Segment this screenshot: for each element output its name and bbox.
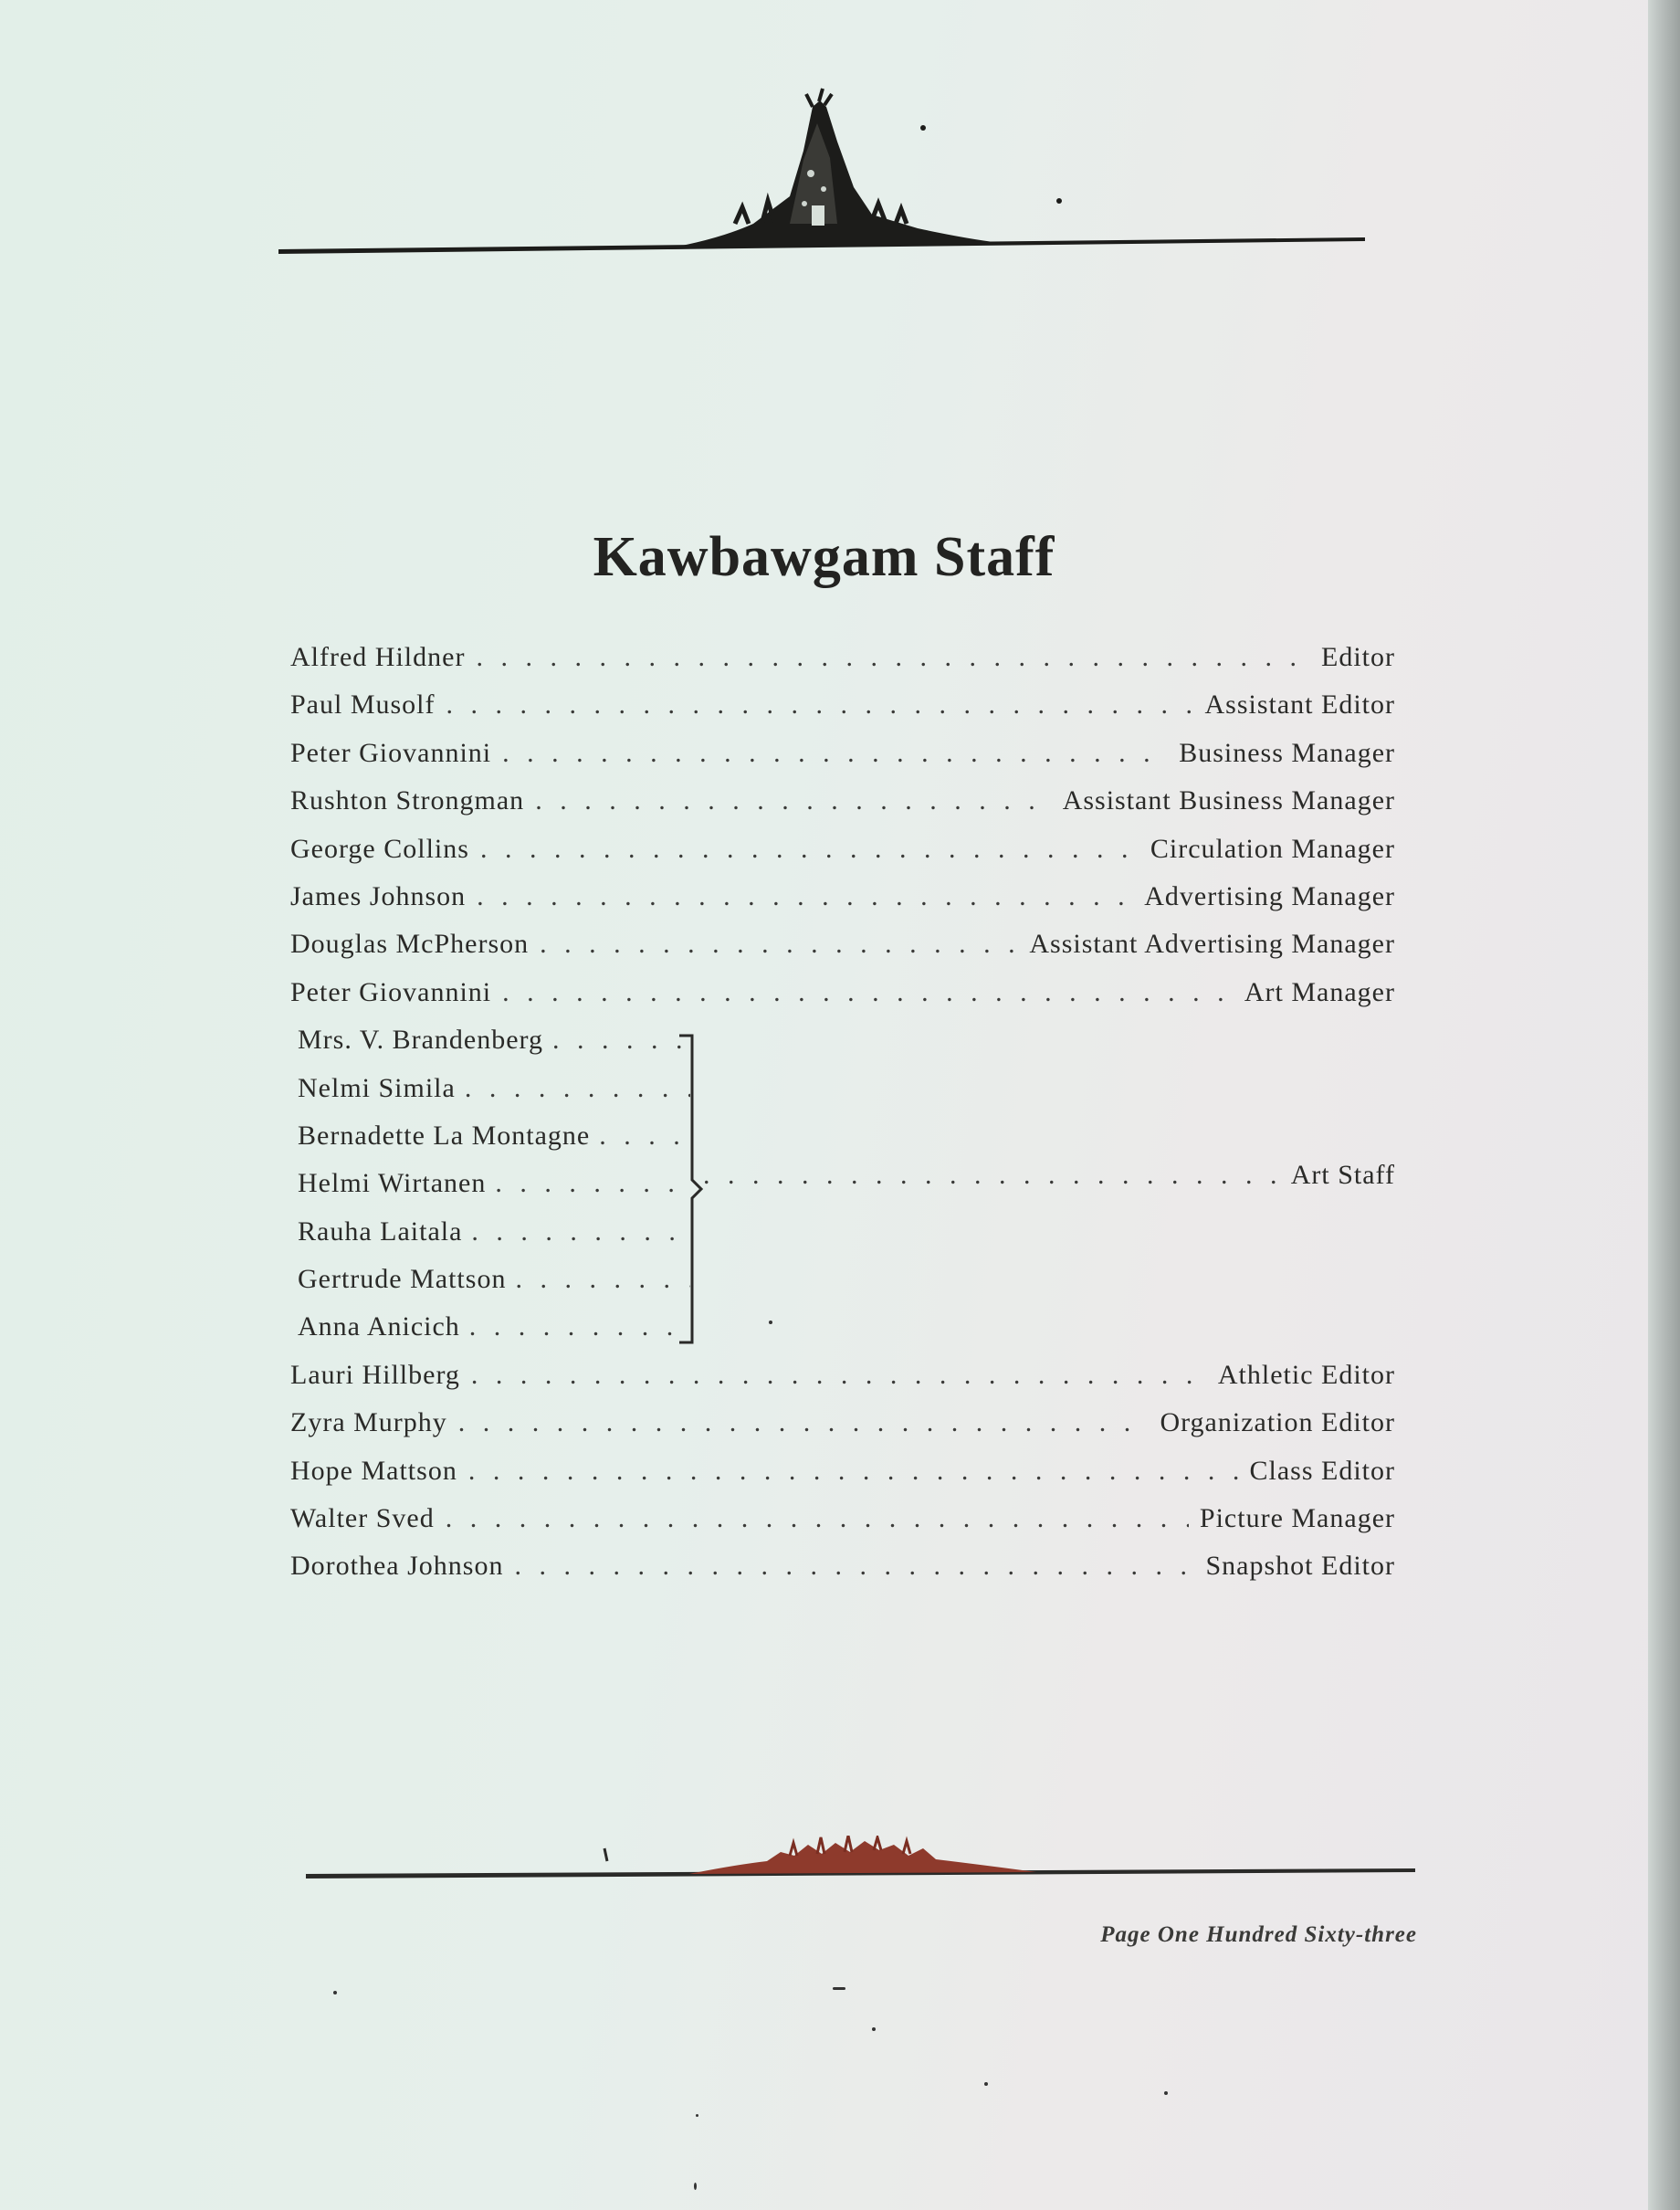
- staff-role: Business Manager: [1179, 737, 1395, 768]
- island-treeline-icon: [306, 1836, 1415, 1909]
- member-name: Helmi Wirtanen: [298, 1168, 487, 1199]
- leader-dots: [476, 642, 1310, 673]
- staff-role: Snapshot Editor: [1205, 1551, 1395, 1582]
- leader-dots: [540, 929, 1018, 960]
- leader-dots: [471, 1216, 690, 1247]
- print-speck: [872, 2027, 876, 2031]
- art-staff-member: [298, 1216, 690, 1264]
- staff-row: [290, 929, 1395, 976]
- leader-dots: [480, 834, 1139, 865]
- leader-dots: [471, 1360, 1207, 1391]
- art-staff-group: [290, 1025, 1395, 1360]
- member-name: Anna Anicich: [298, 1311, 460, 1342]
- staff-role: Circulation Manager: [1150, 833, 1395, 864]
- art-staff-member: [298, 1311, 690, 1359]
- staff-name: Peter Giovannini: [290, 737, 492, 768]
- staff-row: [290, 738, 1395, 785]
- staff-role: Assistant Editor: [1204, 689, 1395, 721]
- print-speck: [1164, 2091, 1168, 2095]
- member-name: Gertrude Mattson: [298, 1264, 507, 1295]
- leader-dots: [446, 1503, 1189, 1534]
- staff-row: [290, 834, 1395, 881]
- art-staff-member: [298, 1264, 690, 1311]
- page-number: Page One Hundred Sixty-three: [1100, 1922, 1417, 1947]
- leader-dots: [465, 1073, 690, 1104]
- staff-role: Picture Manager: [1199, 1503, 1395, 1534]
- print-speck: [769, 1321, 772, 1324]
- staff-role: Class Editor: [1249, 1455, 1395, 1486]
- staff-row: [290, 1503, 1395, 1551]
- leader-dots: [502, 738, 1168, 769]
- art-staff-member: [298, 1121, 690, 1168]
- staff-role: Assistant Advertising Manager: [1029, 929, 1395, 960]
- member-name: Rauha Laitala: [298, 1216, 463, 1247]
- staff-roster: [290, 642, 1395, 1599]
- staff-name: Paul Musolf: [290, 689, 436, 721]
- staff-name: James Johnson: [290, 880, 467, 911]
- leader-dots: [446, 689, 1194, 721]
- art-staff-member: [298, 1025, 690, 1072]
- staff-name: Alfred Hildner: [290, 642, 466, 672]
- member-name: Nelmi Simila: [298, 1072, 456, 1103]
- leader-dots: [535, 785, 1052, 816]
- staff-name: Douglas McPherson: [290, 929, 530, 960]
- staff-name: George Collins: [290, 833, 469, 864]
- member-name: Mrs. V. Brandenberg: [298, 1025, 543, 1056]
- tepee-landscape-icon: [278, 87, 1365, 260]
- leader-dots: [495, 1168, 690, 1199]
- page-edge: [1648, 0, 1680, 2210]
- staff-role: Assistant Business Manager: [1062, 785, 1395, 816]
- art-staff-members: [298, 1025, 690, 1360]
- leader-dots: [468, 1456, 1239, 1487]
- art-staff-member: [298, 1073, 690, 1121]
- staff-row: [290, 1360, 1395, 1407]
- staff-role: Organization Editor: [1160, 1407, 1395, 1438]
- leader-dots: [458, 1407, 1150, 1438]
- leader-dots: [502, 977, 1234, 1008]
- staff-name: Lauri Hillberg: [290, 1359, 460, 1390]
- right-brace-icon: [670, 1034, 707, 1344]
- leader-dots: [477, 881, 1133, 912]
- leader-dots: [515, 1264, 690, 1295]
- staff-row: [290, 689, 1395, 737]
- page-title: Kawbawgam Staff: [593, 526, 1055, 588]
- staff-name: Hope Mattson: [290, 1455, 457, 1486]
- leader-dots: [703, 1160, 1291, 1191]
- art-staff-member: [298, 1168, 690, 1216]
- staff-row: [290, 1407, 1395, 1455]
- staff-role: Editor: [1321, 642, 1395, 672]
- staff-name: Zyra Murphy: [290, 1407, 447, 1438]
- staff-name: Rushton Strongman: [290, 785, 525, 816]
- print-speck: [333, 1991, 337, 1994]
- print-speck: [833, 1987, 845, 1990]
- staff-role: Art Staff: [1290, 1160, 1395, 1191]
- staff-role: Advertising Manager: [1144, 880, 1395, 911]
- staff-row: [290, 1551, 1395, 1598]
- staff-row: [290, 881, 1395, 929]
- staff-row: [290, 1456, 1395, 1503]
- staff-name: Dorothea Johnson: [290, 1551, 504, 1582]
- print-speck: [696, 2114, 698, 2117]
- staff-role: Art Manager: [1244, 976, 1395, 1007]
- member-name: Bernadette La Montagne: [298, 1120, 591, 1151]
- staff-name: Walter Sved: [290, 1503, 435, 1534]
- staff-role: Athletic Editor: [1217, 1359, 1395, 1390]
- print-speck: [984, 2082, 988, 2086]
- staff-row: [290, 642, 1395, 689]
- staff-row: [290, 785, 1395, 833]
- staff-row: [290, 977, 1395, 1025]
- print-speck: [694, 2183, 697, 2190]
- staff-name: Peter Giovannini: [290, 976, 492, 1007]
- leader-dots: [469, 1311, 690, 1342]
- art-staff-line: [703, 1160, 1395, 1191]
- leader-dots: [514, 1551, 1194, 1582]
